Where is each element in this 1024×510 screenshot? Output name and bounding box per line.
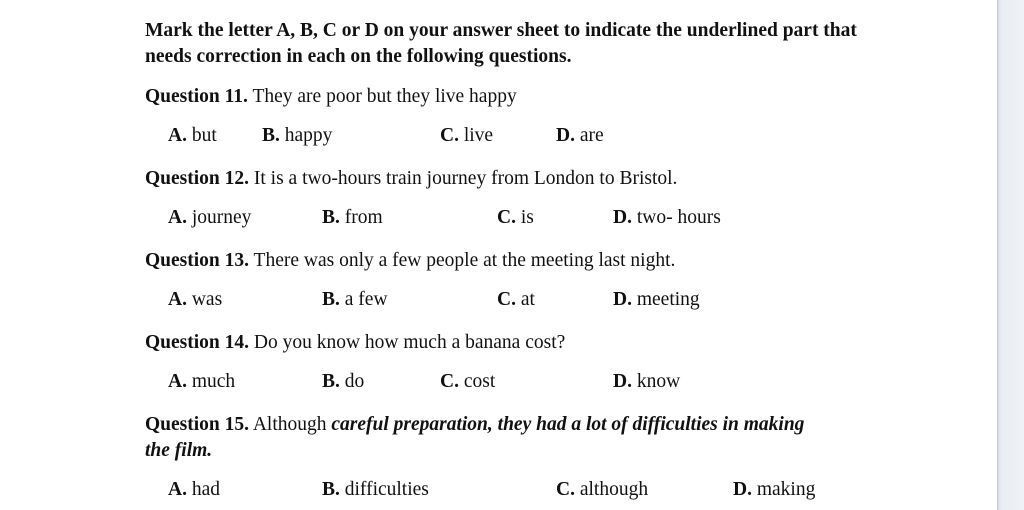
option-a bbox=[168, 477, 220, 503]
option-text: meeting bbox=[631, 289, 700, 310]
option-letter: C. bbox=[440, 371, 459, 392]
option-letter: C. bbox=[497, 289, 516, 310]
option-text: difficulties bbox=[339, 479, 429, 500]
question-label: Question 15. bbox=[145, 414, 250, 435]
option-letter: B. bbox=[322, 479, 340, 500]
option-text: although bbox=[574, 479, 649, 500]
question-text: It is a two-hours train journey from London to Bristol. bbox=[249, 168, 678, 189]
option-b bbox=[322, 477, 429, 503]
option-b bbox=[322, 287, 388, 313]
option-a bbox=[168, 205, 251, 231]
option-text: from bbox=[339, 207, 383, 228]
instruction-text: Mark the letter A, B, C or D on your answer sheet to indicate the underlined part that needs correction in each on the following questions. bbox=[145, 20, 857, 67]
option-letter: D. bbox=[613, 289, 632, 310]
option-a bbox=[168, 123, 217, 149]
question-text: Although bbox=[249, 414, 332, 435]
option-text: happy bbox=[279, 125, 333, 146]
question-text: There was only a few people at the meeting last night. bbox=[249, 250, 676, 271]
option-b bbox=[322, 369, 364, 395]
option-letter: D. bbox=[613, 371, 632, 392]
option-letter: A. bbox=[168, 371, 187, 392]
option-letter: A. bbox=[168, 289, 187, 310]
option-a bbox=[168, 287, 222, 313]
option-text: a few bbox=[339, 289, 388, 310]
option-d bbox=[613, 205, 721, 231]
option-d bbox=[613, 369, 680, 395]
question-text: They are poor but they live happy bbox=[247, 86, 517, 107]
option-text: know bbox=[631, 371, 681, 392]
question-text: Do you know how much a banana cost? bbox=[249, 332, 566, 353]
question-14 bbox=[145, 330, 565, 356]
option-c bbox=[497, 287, 535, 313]
option-d bbox=[733, 477, 815, 503]
option-c bbox=[497, 205, 534, 231]
option-text: was bbox=[186, 289, 223, 310]
option-letter: A. bbox=[168, 125, 187, 146]
option-text: at bbox=[515, 289, 535, 310]
option-c bbox=[440, 123, 493, 149]
question-label: Question 14. bbox=[145, 332, 250, 353]
option-letter: A. bbox=[168, 207, 187, 228]
question-15 bbox=[145, 412, 825, 464]
option-letter: B. bbox=[322, 207, 340, 228]
option-text: two- hours bbox=[631, 207, 721, 228]
option-b bbox=[322, 205, 383, 231]
option-letter: D. bbox=[556, 125, 575, 146]
option-a bbox=[168, 369, 235, 395]
option-letter: B. bbox=[262, 125, 280, 146]
option-d bbox=[613, 287, 700, 313]
option-text: do bbox=[339, 371, 365, 392]
question-text-italic: careful preparation, they had a lot of difficulties in making the film. bbox=[145, 414, 805, 461]
option-letter: C. bbox=[556, 479, 575, 500]
option-d bbox=[556, 123, 604, 149]
option-letter: A. bbox=[168, 479, 187, 500]
option-letter: D. bbox=[613, 207, 632, 228]
question-label: Question 13. bbox=[145, 250, 250, 271]
option-text: cost bbox=[458, 371, 496, 392]
option-letter: C. bbox=[440, 125, 459, 146]
question-12 bbox=[145, 166, 677, 192]
option-text: had bbox=[186, 479, 220, 500]
window-edge bbox=[997, 0, 1024, 510]
question-label: Question 12. bbox=[145, 168, 250, 189]
option-text: making bbox=[751, 479, 816, 500]
option-c bbox=[440, 369, 495, 395]
option-letter: D. bbox=[733, 479, 752, 500]
option-letter: C. bbox=[497, 207, 516, 228]
option-text: journey bbox=[186, 207, 252, 228]
option-text: are bbox=[574, 125, 604, 146]
option-text: but bbox=[186, 125, 217, 146]
question-11 bbox=[145, 84, 517, 110]
option-letter: B. bbox=[322, 371, 340, 392]
question-label: Question 11. bbox=[145, 86, 248, 107]
question-13 bbox=[145, 248, 675, 274]
option-letter: B. bbox=[322, 289, 340, 310]
option-c bbox=[556, 477, 648, 503]
option-b bbox=[262, 123, 332, 149]
option-text: much bbox=[186, 371, 236, 392]
option-text: live bbox=[458, 125, 494, 146]
option-text: is bbox=[515, 207, 534, 228]
